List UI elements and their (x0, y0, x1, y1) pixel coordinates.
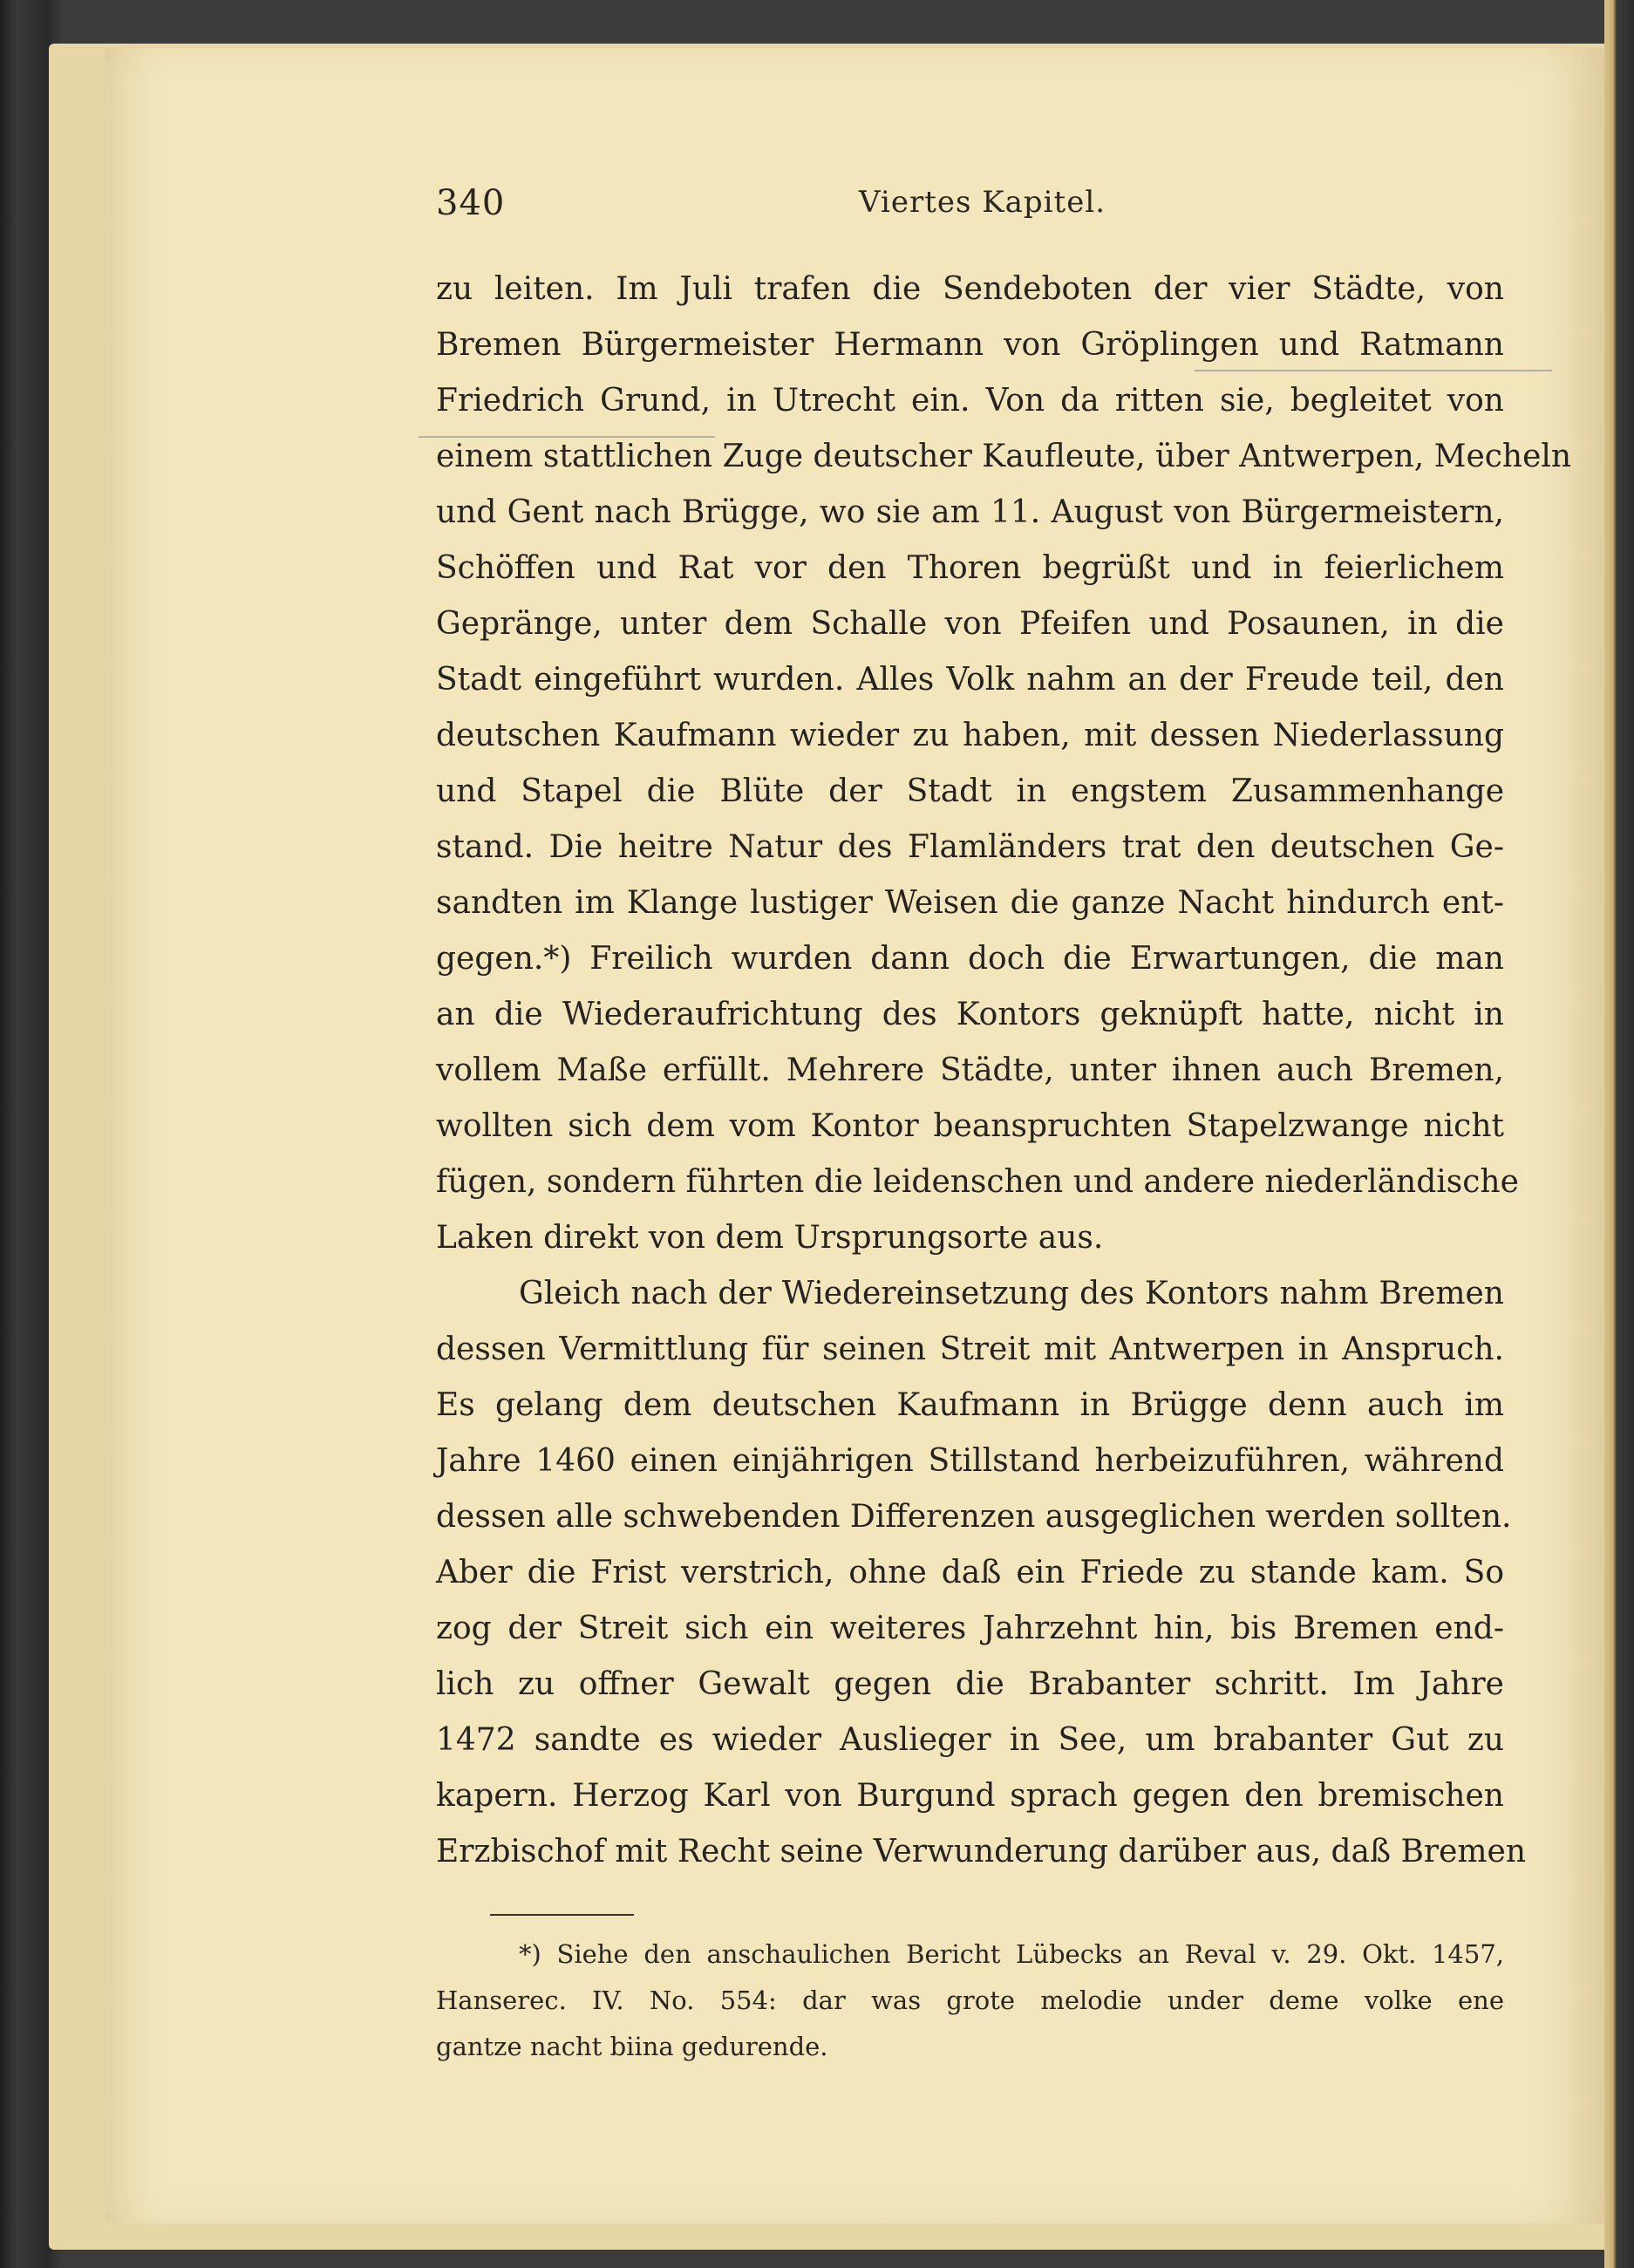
text-line: zu leiten. Im Juli trafen die Sendeboten der vier Städte, von (436, 271, 1504, 307)
text-line: vollem Maße erfüllt. Mehrere Städte, unter ihnen auch Bremen, (436, 1052, 1504, 1088)
text-line: Erzbischof mit Recht seine Verwunderung darüber aus, daß Bremen (436, 1834, 1527, 1870)
footnote-line: *) Siehe den anschaulichen Bericht Lübecks an Reval v. 29. Okt. 1457, (519, 1939, 1504, 1969)
text-line: Gleich nach der Wiedereinsetzung des Kontors nahm Bremen (519, 1276, 1504, 1311)
text-line: gegen.*) Freilich wurden dann doch die Erwartungen, die man (436, 941, 1504, 977)
running-title: Viertes Kapitel. (859, 185, 1106, 220)
page-header (436, 174, 1535, 227)
text-line: Es gelang dem deutschen Kaufmann in Brügge denn auch im (436, 1387, 1504, 1423)
text-line: sandten im Klange lustiger Weisen die ganze Nacht hindurch ent- (436, 885, 1504, 921)
page-number: 340 (436, 183, 506, 223)
text-line: Laken direkt von dem Ursprungsorte aus. (436, 1220, 1104, 1256)
text-line: Bremen Bürgermeister Hermann von Gröplingen und Ratmann (436, 327, 1504, 363)
text-line: lich zu offner Gewalt gegen die Brabanter schritt. Im Jahre (436, 1666, 1504, 1702)
text-line: an die Wiederaufrichtung des Kontors geknüpft hatte, nicht in (436, 997, 1504, 1032)
text-line: Aber die Frist verstrich, ohne daß ein Friede zu stande kam. So (436, 1555, 1504, 1590)
text-line: und Stapel die Blüte der Stadt in engstem Zusammenhange (436, 773, 1504, 809)
text-line: dessen alle schwebenden Differenzen ausgeglichen werden sollten. (436, 1499, 1512, 1535)
footnotes (436, 1914, 1504, 2070)
footnote-line: gantze nacht biina gedurende. (436, 2032, 828, 2061)
book-spine (1604, 0, 1634, 2268)
text-line: kapern. Herzog Karl von Burgund sprach gegen den bremischen (436, 1778, 1504, 1814)
text-line: einem stattlichen Zuge deutscher Kaufleute, über Antwerpen, Mecheln (436, 439, 1572, 474)
text-line: Jahre 1460 einen einjährigen Stillstand herbeizuführen, während (436, 1443, 1504, 1479)
text-line: zog der Streit sich ein weiteres Jahrzehnt hin, bis Bremen end- (436, 1611, 1504, 1646)
text-line: dessen Vermittlung für seinen Streit mit Antwerpen in Anspruch. (436, 1332, 1504, 1367)
text-line: wollten sich dem vom Kontor beanspruchten Stapelzwange nicht (436, 1108, 1504, 1144)
text-line: Friedrich Grund, in Utrecht ein. Von da ritten sie, begleitet von (436, 383, 1504, 419)
text-line: Schöffen und Rat vor den Thoren begrüßt und in feierlichem (436, 550, 1504, 586)
text-line: stand. Die heitre Natur des Flamländers trat den deutschen Ge- (436, 829, 1504, 865)
text-line: fügen, sondern führten die leidenschen und andere niederländische (436, 1164, 1519, 1200)
text-line: Gepränge, unter dem Schalle von Pfeifen und Posaunen, in die (436, 606, 1504, 642)
text-line: 1472 sandte es wieder Auslieger in See, um brabanter Gut zu (436, 1722, 1504, 1758)
footnote-rule (490, 1914, 634, 1916)
text-line: deutschen Kaufmann wieder zu haben, mit dessen Niederlassung (436, 718, 1504, 753)
footnote-line: Hanserec. IV. No. 554: dar was grote melodie under deme volke ene (436, 1985, 1504, 2015)
text-line: Stadt eingeführt wurden. Alles Volk nahm an der Freude teil, den (436, 662, 1504, 698)
text-line: und Gent nach Brügge, wo sie am 11. August von Bürgermeistern, (436, 494, 1504, 530)
body-text (436, 262, 1572, 1880)
